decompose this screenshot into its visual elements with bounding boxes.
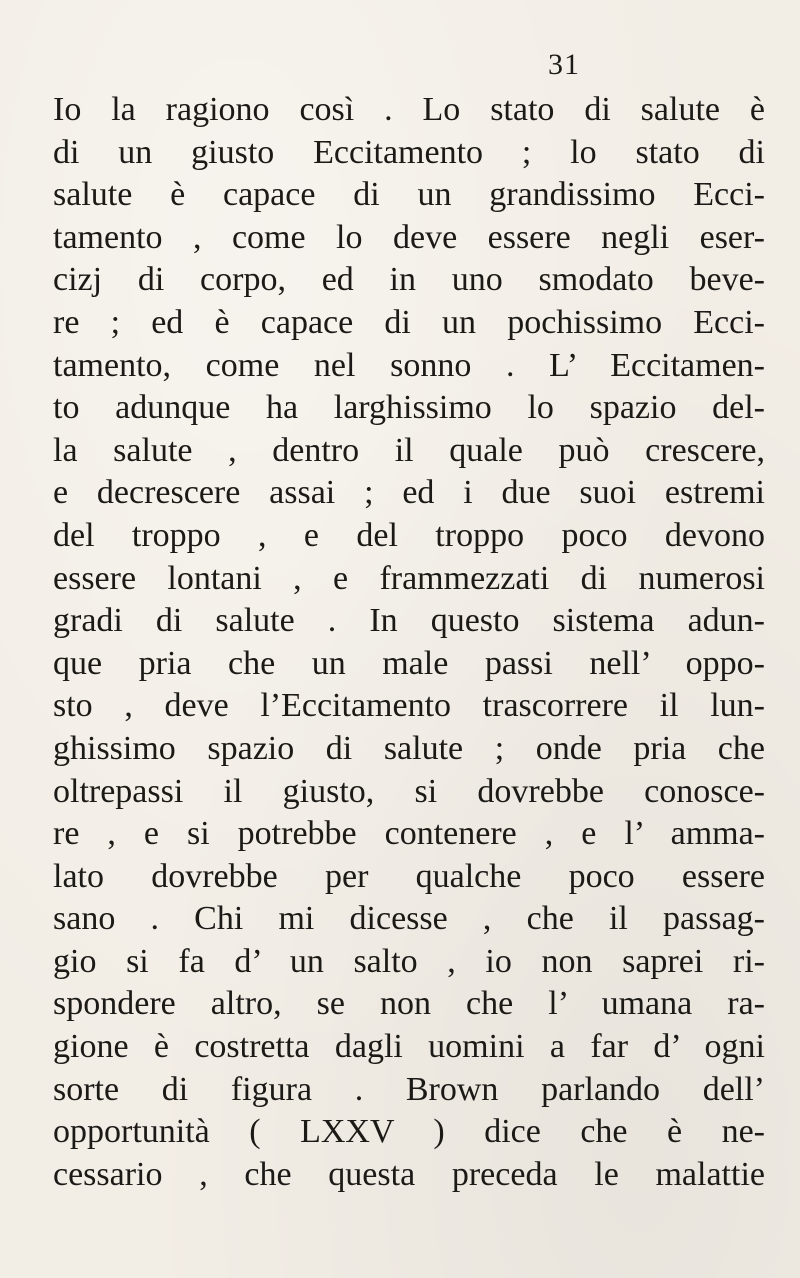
- text-line: Io la ragiono così . Lo stato di salute è: [53, 91, 765, 128]
- text-line: spondere altro, se non che l’ umana ra-: [53, 985, 765, 1023]
- text-line: cessario , che questa preceda le malattie: [53, 1155, 765, 1193]
- text-line: sorte di figura . Brown parlando dell’: [53, 1070, 765, 1108]
- text-line: re , e si potrebbe contenere , e l’ amma-: [53, 815, 765, 853]
- body-text: [53, 89, 765, 1196]
- text-line: lato dovrebbe per qualche poco essere: [53, 857, 765, 895]
- text-line: sto , deve l’Eccitamento trascorrere il lun-: [53, 687, 765, 725]
- text-line: tamento , come lo deve essere negli eser-: [53, 218, 765, 256]
- text-line: gio si fa d’ un salto , io non saprei ri-: [53, 942, 765, 980]
- text-line: gradi di salute . In questo sistema adun-: [53, 602, 765, 640]
- text-line: essere lontani , e frammezzati di numerosi: [53, 559, 765, 597]
- text-line: gione è costretta dagli uomini a far d’ ogni: [53, 1028, 765, 1066]
- text-line: opportunità ( LXXV ) dice che è ne-: [53, 1113, 765, 1151]
- text-line: salute è capace di un grandissimo Ecci-: [53, 176, 765, 214]
- text-line: tamento, come nel sonno . L’ Eccitamen-: [53, 346, 765, 384]
- text-line: to adunque ha larghissimo lo spazio del-: [53, 389, 765, 427]
- text-line: sano . Chi mi dicesse , che il passag-: [53, 900, 765, 938]
- text-line: ghissimo spazio di salute ; onde pria che: [53, 729, 765, 767]
- text-line: que pria che un male passi nell’ oppo-: [53, 644, 765, 682]
- text-line: e decrescere assai ; ed i due suoi estremi: [53, 474, 765, 512]
- text-line: di un giusto Eccitamento ; lo stato di: [53, 133, 765, 171]
- text-line: la salute , dentro il quale può crescere,: [53, 431, 765, 469]
- page-number: 31: [548, 48, 580, 81]
- text-line: cizj di corpo, ed in uno smodato beve-: [53, 261, 765, 299]
- text-line: re ; ed è capace di un pochissimo Ecci-: [53, 303, 765, 341]
- text-line: oltrepassi il giusto, si dovrebbe conosce-: [53, 772, 765, 810]
- text-line: del troppo , e del troppo poco devono: [53, 516, 765, 554]
